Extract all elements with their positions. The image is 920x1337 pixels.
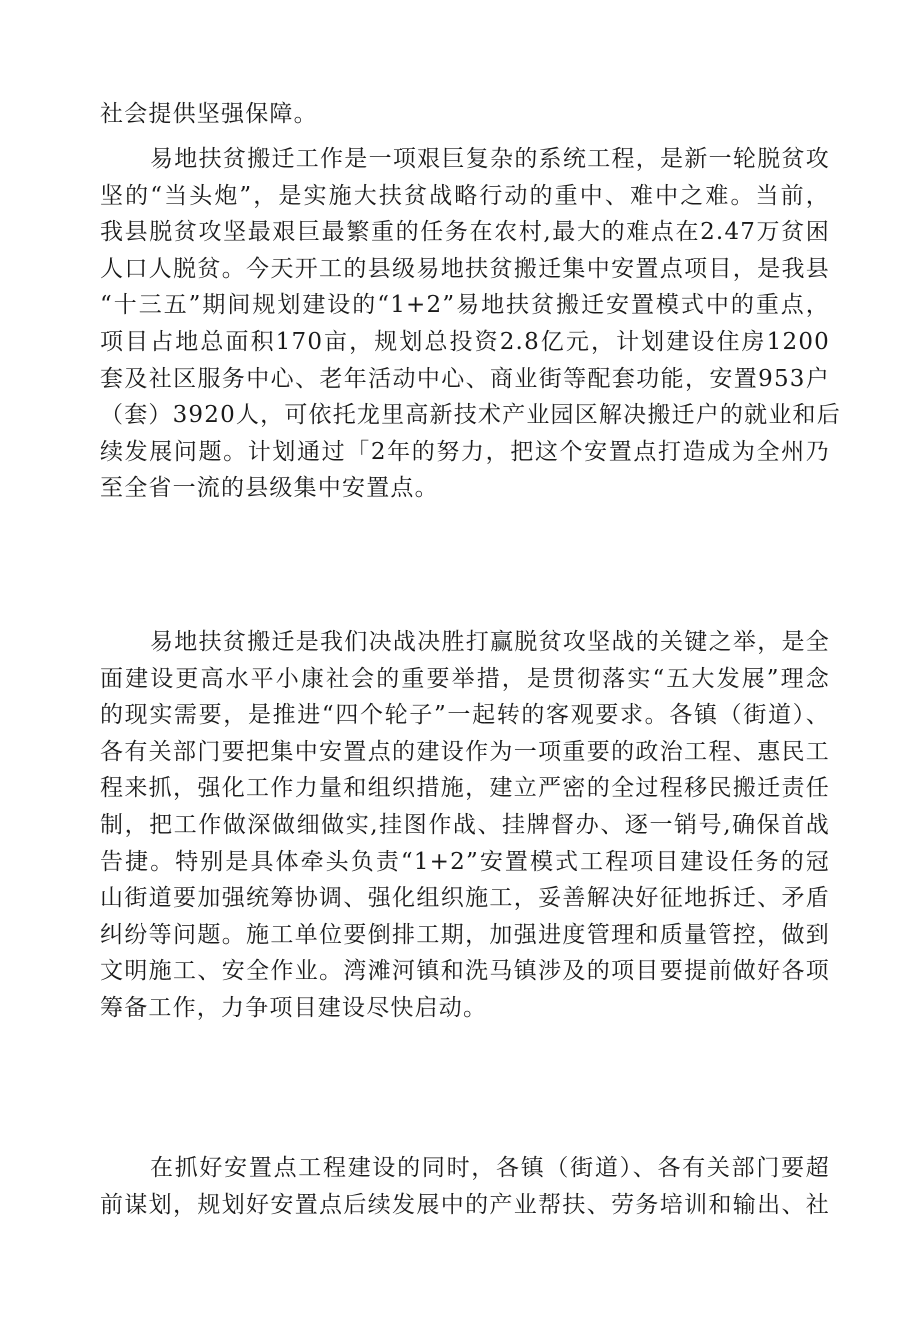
text-line: （套）3920人，可依托龙里高新技术产业园区解决搬迁户的就业和后 — [100, 402, 841, 429]
text-line: 告捷。特别是具体牵头负责“1+2”安置模式工程项目建设任务的冠 — [100, 848, 830, 875]
text-line: 人口人脱贫。今天开工的县级易地扶贫搬迁集中安置点项目，是我县 — [100, 255, 830, 282]
text-line: 续发展问题。计划通过「2年的努力，把这个安置点打造成为全州乃 — [100, 438, 830, 465]
text-line: 程来抓，强化工作力量和组织措施，建立严密的全过程移民搬迁责任 — [100, 775, 830, 802]
text-line: 易地扶贫搬迁工作是一项艰巨复杂的系统工程，是新一轮脱贫攻 — [150, 146, 830, 172]
text-line: 面建设更高水平小康社会的重要举措，是贯彻落实“五大发展”理念 — [100, 665, 830, 692]
paragraph-3 — [100, 624, 830, 1027]
text-line: 的现实需要，是推进“四个轮子”一起转的客观要求。各镇（街道）、 — [100, 702, 830, 729]
text-line: 纠纷等问题。施工单位要倒排工期，加强进度管理和质量管控，做到 — [100, 921, 830, 948]
paragraph-2 — [100, 141, 841, 507]
paragraph-4 — [100, 1150, 830, 1223]
text-line: 在抓好安置点工程建设的同时，各镇（街道）、各有关部门要超 — [150, 1155, 830, 1181]
text-line: 易地扶贫搬迁是我们决战决胜打赢脱贫攻坚战的关键之举，是全 — [150, 629, 830, 655]
text-line: “十三五”期间规划建设的“1+2”易地扶贫搬迁安置模式中的重点， — [100, 292, 830, 319]
text-line: 文明施工、安全作业。湾滩河镇和洗马镇涉及的项目要提前做好各项 — [100, 958, 830, 985]
text-line: 套及社区服务中心、老年活动中心、商业街等配套功能，安置953户 — [100, 365, 830, 392]
text-line: 坚的“当头炮”，是实施大扶贫战略行动的重中、难中之难。当前， — [100, 182, 830, 209]
text-line: 至全省一流的县级集中安置点。 — [100, 475, 439, 502]
text-line: 社会提供坚强保障。 — [100, 101, 318, 127]
text-line: 项目占地总面积170亩，规划总投资2.8亿元，计划建设住房1200 — [100, 328, 830, 355]
paragraph-1-continued — [100, 96, 830, 133]
text-line: 山街道要加强统筹协调、强化组织施工，妥善解决好征地拆迁、矛盾 — [100, 885, 830, 912]
text-line: 筹备工作，力争项目建设尽快启动。 — [100, 994, 488, 1021]
text-line: 制，把工作做深做细做实,挂图作战、挂牌督办、逐一销号,确保首战 — [100, 811, 830, 838]
text-line: 各有关部门要把集中安置点的建设作为一项重要的政治工程、惠民工 — [100, 738, 830, 765]
text-line: 前谋划，规划好安置点后续发展中的产业帮扶、劳务培训和输出、社 — [100, 1191, 830, 1218]
text-line: 我县脱贫攻坚最艰巨最繁重的任务在农村,最大的难点在2.47万贫困 — [100, 219, 830, 246]
